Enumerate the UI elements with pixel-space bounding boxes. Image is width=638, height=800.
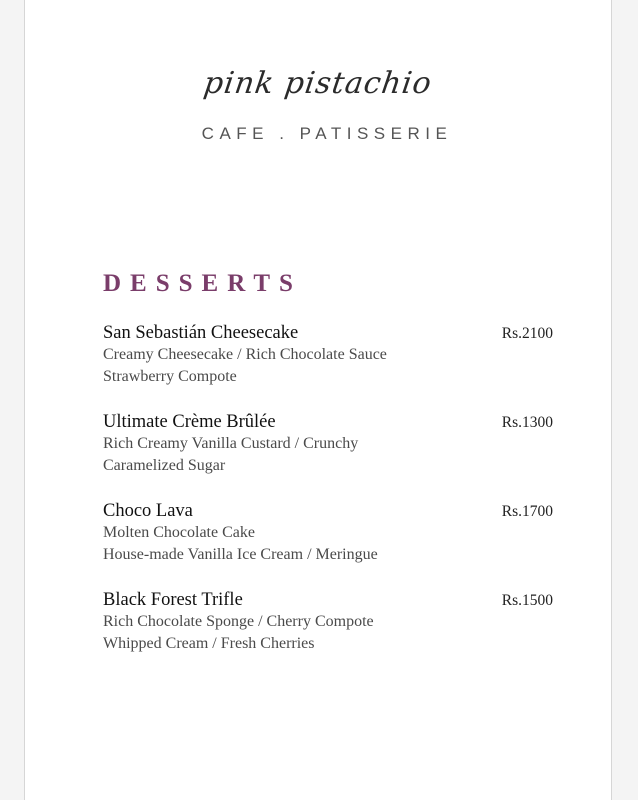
menu-item-description: Rich Creamy Vanilla Custard / Crunchy: [103, 435, 359, 452]
menu-item-description: Rich Chocolate Sponge / Cherry Compote: [103, 613, 374, 630]
menu-item-name: Ultimate Crème Brûlée: [103, 412, 276, 432]
menu-item: [103, 322, 553, 411]
menu-item-description: Strawberry Compote: [103, 367, 237, 385]
menu-item-name: Choco Lava: [103, 501, 193, 521]
menu-item-name: San Sebastián Cheesecake: [103, 323, 299, 343]
menu-item-description: Whipped Cream / Fresh Cherries: [103, 634, 315, 652]
menu-item: [103, 589, 553, 678]
brand-subtitle: CAFE . PATISSERIE: [201, 124, 453, 143]
menu-item-price: Rs.2100: [501, 325, 553, 342]
menu-item: [103, 411, 553, 500]
menu-item-price: Rs.1700: [501, 503, 553, 520]
menu-item-description: Molten Chocolate Cake: [103, 524, 255, 541]
menu-item: [103, 500, 553, 589]
menu-items-list: [103, 322, 553, 678]
menu-item-description: Caramelized Sugar: [103, 456, 226, 474]
menu-item-price: Rs.1500: [501, 592, 553, 609]
section-title: DESSERTS: [103, 270, 302, 297]
menu-item-description: House-made Vanilla Ice Cream / Meringue: [103, 545, 378, 563]
menu-item-description: Creamy Cheesecake / Rich Chocolate Sauce: [103, 346, 387, 363]
brand-logo-text: pink pistachio: [201, 66, 435, 101]
menu-item-price: Rs.1300: [501, 414, 553, 431]
brand-logo: [25, 66, 611, 101]
menu-page: [24, 0, 612, 800]
menu-item-name: Black Forest Trifle: [103, 590, 243, 610]
